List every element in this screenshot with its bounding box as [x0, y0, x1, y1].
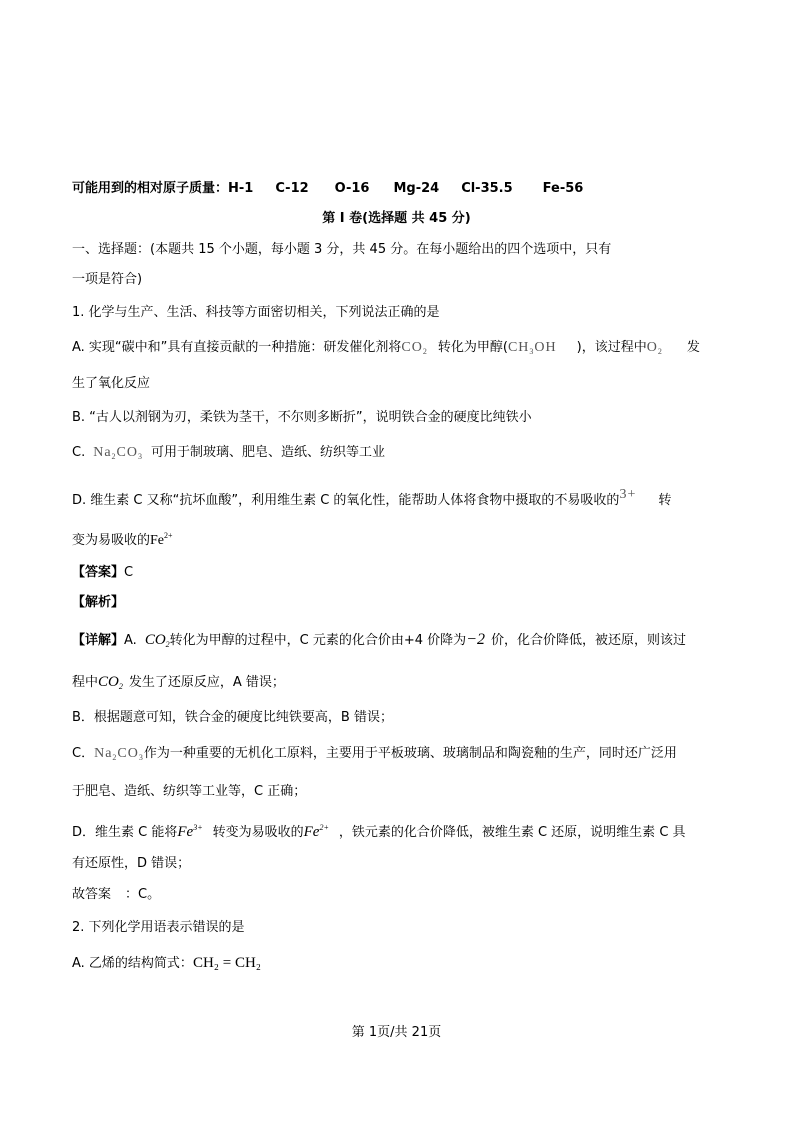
formula-co2-explain: $CO_2$ [144, 632, 170, 649]
q1-answer-value: C [124, 565, 134, 580]
mass-c: C-12 [275, 181, 309, 196]
valence-minus-two: −2 [466, 631, 485, 648]
q1-option-b: B. “古人以剂钢为刃，柔铁为茎干，不尔则多断折”，说明铁合金的硬度比纯铁小 [72, 410, 532, 425]
formula-co2: $CO_2$ [401, 340, 428, 356]
q1-explain-c: C．$Na_2CO_3$作为一种重要的无机化工原料，主要用于平板玻璃、玻璃制品和陶瓷釉的生产，同时还广泛用 [72, 746, 677, 762]
mass-mg: Mg-24 [393, 181, 440, 196]
section-intro-line1: 一、选择题：(本题共 15 个小题，每小题 3 分，共 45 分。在每小题给出的四个选项中，只有 [72, 242, 612, 257]
q1-explain-d: D．维生素 C 能将$Fe^{3+}$ 转变为易吸收的$Fe^{2+}$ ，铁元素的化合价降低，被维生素 C 还原，说明维生素 C 具 [72, 823, 686, 840]
q1-conclusion: 故答案 ：C。 [72, 887, 161, 902]
q2-stem: 2. 下列化学用语表示错误的是 [72, 920, 245, 935]
section-intro-line2: 一项是符合) [72, 272, 143, 287]
formula-na2co3-explain: $Na_2CO_3$ [94, 746, 144, 762]
mass-cl: Cl-35.5 [461, 181, 513, 196]
mass-fe: Fe-56 [542, 181, 584, 196]
mass-o: O-16 [334, 181, 370, 196]
formula-co2-explain-2: $CO_2$ [98, 674, 123, 691]
q1-explain-b: B．根据题意可知，铁合金的硬度比纯铁要高，B 错误； [72, 710, 393, 725]
q2-option-a: A. 乙烯的结构简式：CH₂ = CH₂ [72, 955, 262, 971]
formula-ch3oh: $CH_3OH$ [507, 340, 557, 356]
formula-fe3-explain: $Fe^{3+}$ [177, 823, 203, 840]
q1-option-a: A. 实现“碳中和”具有直接贡献的一种措施：研发催化剂将$CO_2$ 转化为甲醇($CH_3OH$ )，该过程中$O_2$ 发 [72, 340, 700, 356]
formula-fe2-explain: $Fe^{2+}$ [303, 823, 329, 840]
part-title: 第 I 卷(选择题 共 45 分) [322, 211, 471, 226]
q1-explain-c-line2: 于肥皂、造纸、纺织等工业等，C 正确； [72, 784, 307, 799]
q1-explain-a-line2: 程中$CO_2$ 发生了还原反应，A 错误； [72, 674, 285, 691]
atomic-masses-line [72, 181, 583, 197]
q1-option-c: C. $Na_2CO_3$ 可用于制玻璃、肥皂、造纸、纺织等工业 [72, 445, 386, 461]
formula-fe3-charge: 3+ [619, 487, 637, 502]
formula-na2co3: $Na_2CO_3$ [93, 445, 143, 461]
formula-ethylene: CH₂ = CH₂ [192, 955, 262, 971]
q1-option-d: D. 维生素 C 又称“抗坏血酸”，利用维生素 C 的氧化性，能帮助人体将食物中摄取的不易吸收的$^{3+}$ 转 [72, 487, 672, 508]
formula-fe2: $Fe^{2+}$ [150, 531, 173, 548]
q1-explain-d-line2: 有还原性，D 错误； [72, 856, 191, 871]
q1-option-d-line2: 变为易吸收的$Fe^{2+}$ [72, 531, 173, 548]
mass-h: H-1 [228, 181, 254, 196]
formula-o2: $O_2$ [646, 340, 663, 356]
q1-option-a-line2: 生了氧化反应 [72, 376, 151, 391]
atomic-masses-label: 可能用到的相对原子质量： [72, 181, 229, 196]
q1-explain-a: 【详解】A. $CO_2$转化为甲醇的过程中，C 元素的化合价由+4 价降为−2 价，化合价降低，被还原，则该过 [72, 631, 686, 649]
q1-analysis-label: 【解析】 [72, 595, 125, 610]
q1-option-a-text: A. 实现“碳中和”具有直接贡献的一种措施：研发催化剂将 [72, 340, 402, 355]
q1-stem: 1. 化学与生产、生活、科技等方面密切相关，下列说法正确的是 [72, 305, 440, 320]
q1-answer: 【答案】C [72, 565, 134, 580]
page-number: 第 1页/共 21页 [351, 1025, 442, 1040]
